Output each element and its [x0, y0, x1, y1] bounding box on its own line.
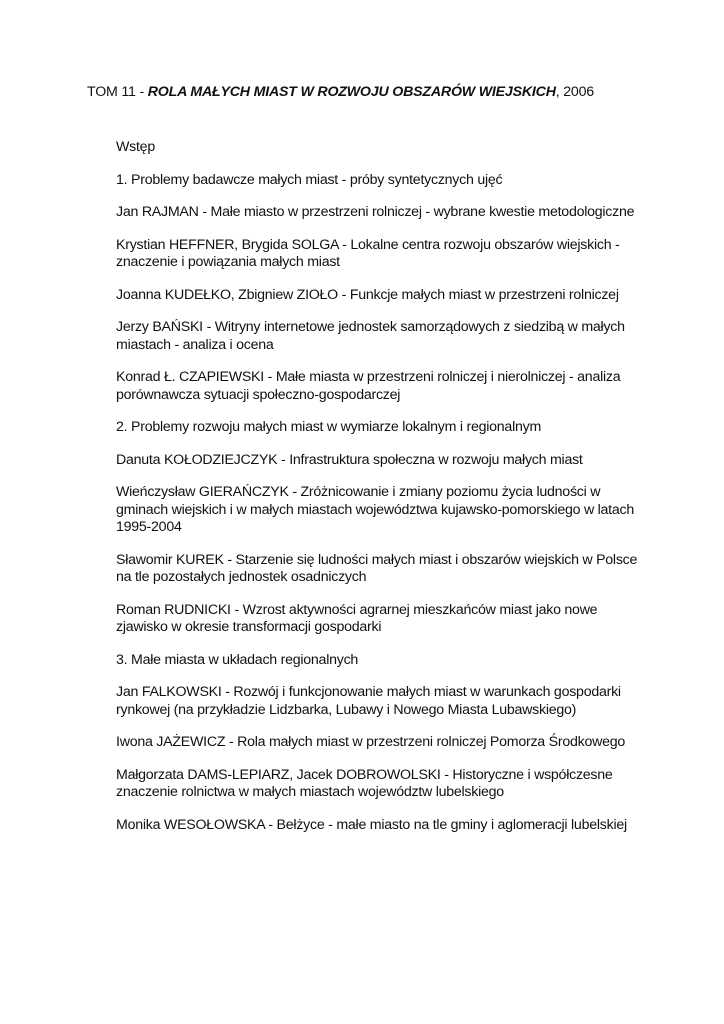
volume-title-prefix: TOM 11 - — [87, 84, 148, 100]
toc-entry: Wstęp — [116, 139, 155, 155]
toc-entry: Małgorzata DAMS-LEPIARZ, Jacek DOBROWOLSKI - Historyczne i współczesne znaczenie rolnictwa w małych miastach województw lubelskiego — [116, 766, 613, 800]
toc-entry: Krystian HEFFNER, Brygida SOLGA - Lokalne centra rozwoju obszarów wiejskich - znaczenie i powiązania małych miast — [116, 236, 620, 270]
volume-title-year: , 2006 — [555, 84, 594, 100]
toc-entry: Joanna KUDEŁKO, Zbigniew ZIOŁO - Funkcje małych miast w przestrzeni rolniczej — [116, 286, 619, 303]
toc-section-heading: 3. Małe miasta w układach regionalnych — [116, 651, 359, 668]
toc-entry: Konrad Ł. CZAPIEWSKI - Małe miasta w przestrzeni rolniczej i nierolniczej - analiza porównawcza sytuacji społeczno-gospodarczej — [116, 369, 621, 403]
toc-section-heading: 1. Problemy badawcze małych miast - próby syntetycznych ujęć — [116, 171, 503, 188]
toc-entry: Sławomir KUREK - Starzenie się ludności małych miast i obszarów wiejskich w Polsce na tle pozostałych jednostek osadniczych — [116, 551, 638, 585]
toc-entry: Iwona JAŻEWICZ - Rola małych miast w przestrzeni rolniczej Pomorza Środkowego — [116, 734, 626, 750]
toc-entry: Jan RAJMAN - Małe miasto w przestrzeni rolniczej - wybrane kwestie metodologiczne — [116, 204, 635, 220]
volume-title-name: ROLA MAŁYCH MIAST W ROZWOJU OBSZARÓW WIEJSKICH — [147, 84, 556, 100]
toc-section-heading: 2. Problemy rozwoju małych miast w wymiarze lokalnym i regionalnym — [116, 419, 542, 435]
table-of-contents — [116, 139, 646, 849]
toc-entry: Danuta KOŁODZIEJCZYK - Infrastruktura społeczna w rozwoju małych miast — [116, 451, 583, 468]
toc-entry: Jerzy BAŃSKI - Witryny internetowe jednostek samorządowych z siedzibą w małych miastach - analiza i ocena — [116, 319, 625, 353]
toc-entry: Monika WESOŁOWSKA - Bełżyce - małe miasto na tle gminy i aglomeracji lubelskiej — [116, 816, 627, 833]
toc-entry: Wieńczysław GIERAŃCZYK - Zróżnicowanie i zmiany poziomu życia ludności w gminach wiejskich i w małych miastach województwa kujawsko-pomorskiego w latach 1995-2004 — [116, 484, 635, 535]
toc-entry: Roman RUDNICKI - Wzrost aktywności agrarnej mieszkańców miast jako nowe zjawisko w okresie transformacji gospodarki — [116, 601, 598, 635]
toc-entry: Jan FALKOWSKI - Rozwój i funkcjonowanie małych miast w warunkach gospodarki rynkowej (na przykładzie Lidzbarka, Lubawy i Nowego Miasta Lubawskiego) — [116, 684, 621, 718]
volume-title — [87, 84, 707, 101]
